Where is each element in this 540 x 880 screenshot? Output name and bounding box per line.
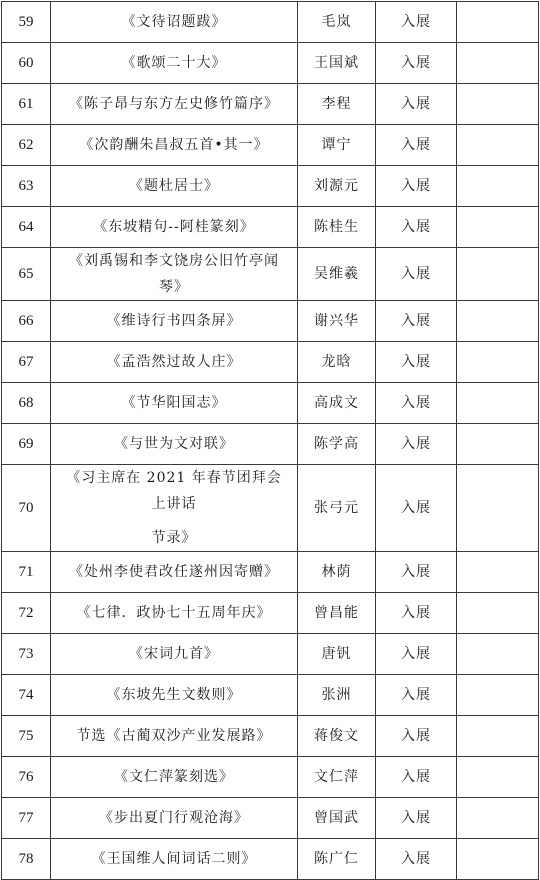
result-status: 入展 xyxy=(376,552,457,593)
remark-cell xyxy=(457,757,539,798)
remark-cell xyxy=(457,839,539,880)
work-title: 《处州李使君改任遂州因寄赠》 xyxy=(51,552,298,593)
entry-number: 73 xyxy=(2,634,51,675)
table-row xyxy=(2,716,539,757)
work-title: 《东坡精句--阿桂篆刻》 xyxy=(51,207,298,248)
author-name: 张洲 xyxy=(298,675,376,716)
entry-number: 67 xyxy=(2,342,51,383)
result-status: 入展 xyxy=(376,125,457,166)
work-title: 《东坡先生文数则》 xyxy=(51,675,298,716)
remark-cell xyxy=(457,301,539,342)
table-row xyxy=(2,839,539,880)
entry-number: 74 xyxy=(2,675,51,716)
work-title: 《王国维人间词话二则》 xyxy=(51,839,298,880)
remark-cell xyxy=(457,248,539,301)
result-status: 入展 xyxy=(376,207,457,248)
result-status: 入展 xyxy=(376,634,457,675)
table-row xyxy=(2,465,539,552)
work-title: 《刘禹锡和李文饶房公旧竹亭闻琴》 xyxy=(51,248,298,301)
entry-number: 75 xyxy=(2,716,51,757)
entry-number: 77 xyxy=(2,798,51,839)
author-name: 高成文 xyxy=(298,383,376,424)
author-name: 唐钒 xyxy=(298,634,376,675)
author-name: 曾国武 xyxy=(298,798,376,839)
table-row xyxy=(2,675,539,716)
result-status: 入展 xyxy=(376,465,457,552)
work-title: 《陈子昂与东方左史修竹篇序》 xyxy=(51,84,298,125)
remark-cell xyxy=(457,2,539,43)
result-status: 入展 xyxy=(376,716,457,757)
remark-cell xyxy=(457,593,539,634)
result-status: 入展 xyxy=(376,424,457,465)
remark-cell xyxy=(457,84,539,125)
work-title: 《步出夏门行观沧海》 xyxy=(51,798,298,839)
result-status: 入展 xyxy=(376,84,457,125)
result-status: 入展 xyxy=(376,2,457,43)
remark-cell xyxy=(457,342,539,383)
entry-number: 64 xyxy=(2,207,51,248)
table-row xyxy=(2,424,539,465)
table-row xyxy=(2,301,539,342)
remark-cell xyxy=(457,424,539,465)
result-status: 入展 xyxy=(376,798,457,839)
result-status: 入展 xyxy=(376,383,457,424)
work-title: 《题杜居士》 xyxy=(51,166,298,207)
entry-number: 72 xyxy=(2,593,51,634)
remark-cell xyxy=(457,716,539,757)
author-name: 毛岚 xyxy=(298,2,376,43)
work-title: 《次韵酬朱昌叔五首•其一》 xyxy=(51,125,298,166)
table-row xyxy=(2,125,539,166)
author-name: 文仁萍 xyxy=(298,757,376,798)
author-name: 张弓元 xyxy=(298,465,376,552)
author-name: 陈广仁 xyxy=(298,839,376,880)
table-row xyxy=(2,84,539,125)
work-title: 《维诗行书四条屏》 xyxy=(51,301,298,342)
table-row xyxy=(2,207,539,248)
work-title: 《孟浩然过故人庄》 xyxy=(51,342,298,383)
work-title: 《歌颂二十大》 xyxy=(51,43,298,84)
author-name: 王国斌 xyxy=(298,43,376,84)
entry-number: 76 xyxy=(2,757,51,798)
work-title: 节选《古蔺双沙产业发展路》 xyxy=(51,716,298,757)
work-title-line: 节录》 xyxy=(151,530,197,546)
entry-number: 59 xyxy=(2,2,51,43)
remark-cell xyxy=(457,166,539,207)
entry-number: 66 xyxy=(2,301,51,342)
author-name: 蒋俊文 xyxy=(298,716,376,757)
result-status: 入展 xyxy=(376,675,457,716)
entry-number: 69 xyxy=(2,424,51,465)
table-row xyxy=(2,2,539,43)
result-status: 入展 xyxy=(376,301,457,342)
result-status: 入展 xyxy=(376,757,457,798)
work-title: 《与世为文对联》 xyxy=(51,424,298,465)
entry-number: 60 xyxy=(2,43,51,84)
table-row xyxy=(2,634,539,675)
remark-cell xyxy=(457,465,539,552)
table-row xyxy=(2,342,539,383)
author-name: 林荫 xyxy=(298,552,376,593)
result-status: 入展 xyxy=(376,342,457,383)
table-row xyxy=(2,383,539,424)
result-status: 入展 xyxy=(376,248,457,301)
table-row xyxy=(2,757,539,798)
work-title: 《文待诏题跋》 xyxy=(51,2,298,43)
result-status: 入展 xyxy=(376,166,457,207)
work-title: 《文仁萍篆刻选》 xyxy=(51,757,298,798)
author-name: 刘源元 xyxy=(298,166,376,207)
remark-cell xyxy=(457,125,539,166)
table-row xyxy=(2,798,539,839)
author-name: 李程 xyxy=(298,84,376,125)
work-title xyxy=(51,465,298,552)
work-title-line: 《习主席在 2021 年春节团拜会上讲话 xyxy=(66,470,282,512)
remark-cell xyxy=(457,43,539,84)
author-name: 吴维羲 xyxy=(298,248,376,301)
remark-cell xyxy=(457,207,539,248)
entry-number: 71 xyxy=(2,552,51,593)
remark-cell xyxy=(457,552,539,593)
entry-number: 70 xyxy=(2,465,51,552)
entries-table xyxy=(1,1,539,880)
entry-number: 63 xyxy=(2,166,51,207)
remark-cell xyxy=(457,634,539,675)
author-name: 曾昌能 xyxy=(298,593,376,634)
entry-number: 62 xyxy=(2,125,51,166)
table-row xyxy=(2,593,539,634)
entry-number: 61 xyxy=(2,84,51,125)
entry-number: 68 xyxy=(2,383,51,424)
result-status: 入展 xyxy=(376,593,457,634)
table-row xyxy=(2,248,539,301)
author-name: 谢兴华 xyxy=(298,301,376,342)
author-name: 陈桂生 xyxy=(298,207,376,248)
author-name: 谭宁 xyxy=(298,125,376,166)
table-row xyxy=(2,43,539,84)
result-status: 入展 xyxy=(376,839,457,880)
table-row xyxy=(2,166,539,207)
table-row xyxy=(2,552,539,593)
work-title: 《七律．政协七十五周年庆》 xyxy=(51,593,298,634)
remark-cell xyxy=(457,383,539,424)
remark-cell xyxy=(457,798,539,839)
entry-number: 65 xyxy=(2,248,51,301)
author-name: 龙晗 xyxy=(298,342,376,383)
result-status: 入展 xyxy=(376,43,457,84)
work-title: 《节华阳国志》 xyxy=(51,383,298,424)
entry-number: 78 xyxy=(2,839,51,880)
remark-cell xyxy=(457,675,539,716)
author-name: 陈学高 xyxy=(298,424,376,465)
work-title: 《宋词九首》 xyxy=(51,634,298,675)
